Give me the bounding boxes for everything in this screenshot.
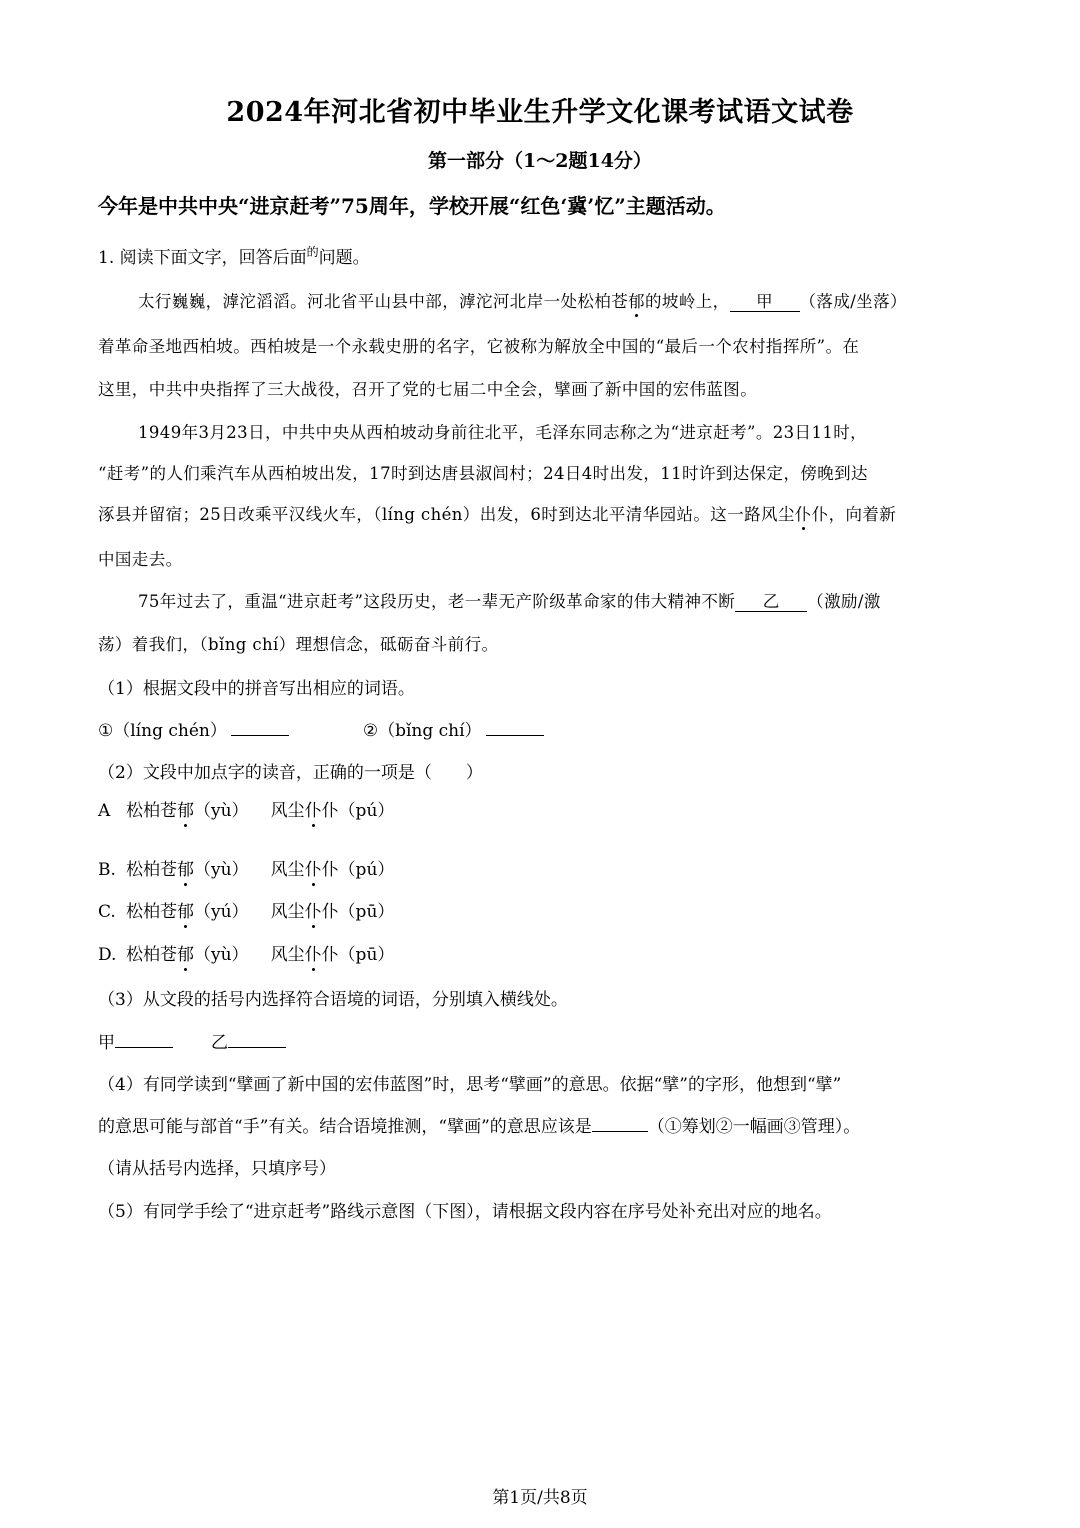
sub-question-1-label: （1）根据文段中的拼音写出相应的词语。 xyxy=(98,679,415,699)
sub-question-4-line2 xyxy=(98,1112,860,1137)
sub-question-3-blanks xyxy=(98,1028,286,1053)
option-letter: A xyxy=(98,801,111,821)
p2-text-a: 涿县并留宿；25日改乘平汉线火车，（líng chén）出发，6时到达北平清华园站。这一路风尘 xyxy=(98,505,795,524)
passage-p2-line4: 中国走去。 xyxy=(98,550,183,569)
page-title: 2024年河北省初中毕业生升学文化课考试语文试卷 xyxy=(226,97,854,128)
answer-blank-yi[interactable] xyxy=(228,1047,286,1048)
p1-text-a: 太行巍巍，滹沱滔滔。河北省平山县中部，滹沱河北岸一处松柏苍 xyxy=(138,292,629,311)
passage-p2-line1: 1949年3月23日，中共中央从西柏坡动身前往北平，毛泽东同志称之为“进京赶考”。23日11时， xyxy=(138,423,868,442)
option-pinyin: （yù） xyxy=(194,945,249,965)
passage-p3-line1 xyxy=(138,588,881,612)
label-jia: 甲 xyxy=(98,1033,115,1053)
pinyin-item-1: ①（líng chén） xyxy=(98,721,227,741)
option-dotted-char: 郁 xyxy=(177,801,194,821)
option-pinyin: （yù） xyxy=(194,801,249,821)
sub4-text-b: （①筹划②一幅画③管理）。 xyxy=(647,1117,861,1137)
passage-p1-line3: 这里，中共中央指挥了三大战役，召开了党的七届二中全会，擘画了新中国的宏伟蓝图。 xyxy=(98,380,758,399)
label-yi: 乙 xyxy=(211,1033,228,1053)
p1-text-c: （落成/坐落） xyxy=(799,292,907,311)
option-b[interactable] xyxy=(98,855,394,880)
q1-head-a: 1. 阅读下面文字，回答后面 xyxy=(98,248,307,268)
sub-question-5-label: （5）有同学手绘了“进京赶考”路线示意图（下图），请根据文段内容在序号处补充出对应的地名。 xyxy=(98,1202,832,1222)
option-pinyin: 仆（pú） xyxy=(321,860,395,880)
p3-text-a: 75年过去了，重温“进京赶考”这段历史，老一辈无产阶级革命家的伟大精神不断 xyxy=(138,592,736,611)
option-text: 松柏苍 xyxy=(126,860,177,880)
sub-question-3-label: （3）从文段的括号内选择符合语境的词语，分别填入横线处。 xyxy=(98,990,568,1010)
passage-p3-line2: 荡）着我们，（bǐng chí）理想信念，砥砺奋斗前行。 xyxy=(98,635,499,654)
p1-dotted-char: 郁 xyxy=(628,292,646,311)
option-text: 松柏苍 xyxy=(126,902,177,922)
option-text: 风尘 xyxy=(270,945,305,965)
p3-text-b: （激励/激 xyxy=(807,592,881,611)
passage-p1-line1 xyxy=(138,288,907,312)
section-subtitle: 第一部分（1～2题14分） xyxy=(428,150,652,172)
option-pinyin: （yú） xyxy=(194,902,249,922)
q1-head-sup: 的 xyxy=(306,245,319,259)
sub-question-2-label: （2）文段中加点字的读音，正确的一项是（ ） xyxy=(98,763,483,783)
intro-text: 今年是中共中央“进京赶考”75周年，学校开展“红色‘冀’忆”主题活动。 xyxy=(98,194,726,218)
option-c[interactable] xyxy=(98,897,394,922)
option-pinyin: 仆（pú） xyxy=(321,801,395,821)
option-dotted-char: 仆 xyxy=(304,902,322,922)
option-text: 风尘 xyxy=(270,902,305,922)
passage-p2-line3 xyxy=(98,501,896,525)
answer-blank-1[interactable] xyxy=(231,735,289,736)
answer-blank-jia[interactable] xyxy=(115,1047,173,1048)
option-d[interactable] xyxy=(98,940,394,965)
option-letter: C. xyxy=(98,902,116,922)
question-1-heading xyxy=(98,243,370,268)
option-dotted-char: 郁 xyxy=(177,860,194,880)
option-letter: B. xyxy=(98,860,116,880)
passage-p1-line2: 着革命圣地西柏坡。西柏坡是一个永载史册的名字，它被称为解放全中国的“最后一个农村指挥所”。在 xyxy=(98,337,860,356)
answer-blank-2[interactable] xyxy=(486,735,544,736)
option-text: 风尘 xyxy=(270,801,305,821)
answer-blank-4[interactable] xyxy=(592,1131,648,1132)
passage-p2-line2: “赶考”的人们乘汽车从西柏坡出发，17时到达唐县淑闾村；24日4时出发，11时许到达保定，傍晚到达 xyxy=(98,464,868,483)
page-footer: 第1页/共8页 xyxy=(492,1488,588,1508)
option-dotted-char: 仆 xyxy=(304,860,322,880)
blank-jia: 甲 xyxy=(730,293,800,312)
sub4-text-a: 的意思可能与部首“手”有关。结合语境推测，“擘画”的意思应该是 xyxy=(98,1117,592,1137)
p2-text-b: 仆，向着新 xyxy=(811,505,897,524)
blank-yi: 乙 xyxy=(735,593,807,612)
q1-head-b: 问题。 xyxy=(318,248,370,268)
option-pinyin: （yù） xyxy=(194,860,249,880)
sub-question-1-items xyxy=(98,716,544,741)
option-dotted-char: 郁 xyxy=(177,902,194,922)
option-text: 松柏苍 xyxy=(126,945,177,965)
sub-question-4-line3: （请从括号内选择，只填序号） xyxy=(98,1159,336,1179)
option-dotted-char: 仆 xyxy=(304,945,322,965)
pinyin-item-2: ②（bǐng chí） xyxy=(362,721,482,741)
option-a[interactable] xyxy=(98,796,394,821)
p1-text-b: 的坡岭上， xyxy=(645,292,730,311)
option-pinyin: 仆（pū） xyxy=(321,902,395,922)
option-pinyin: 仆（pū） xyxy=(321,945,395,965)
option-text: 松柏苍 xyxy=(126,801,177,821)
sub-question-4-line1: （4）有同学读到“擘画了新中国的宏伟蓝图”时，思考“擘画”的意思。依据“擘”的字形，他想到“擘” xyxy=(98,1075,842,1095)
option-text: 风尘 xyxy=(270,860,305,880)
p2-dotted-char: 仆 xyxy=(794,505,812,524)
option-dotted-char: 郁 xyxy=(177,945,194,965)
option-dotted-char: 仆 xyxy=(304,801,322,821)
option-letter: D. xyxy=(98,945,117,965)
